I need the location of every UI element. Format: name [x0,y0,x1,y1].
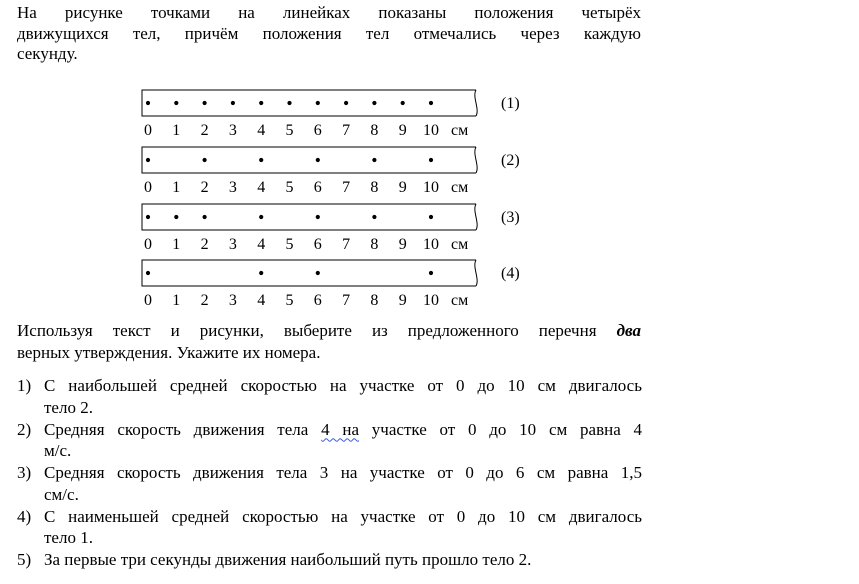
tick-label: 7 [342,292,351,309]
option-number: 3) [17,463,32,482]
position-dot [174,101,178,105]
tick-label: 5 [285,236,294,253]
position-dot [174,215,178,219]
option-2 [17,419,642,462]
tick-label: 1 [172,292,181,309]
position-dot [429,215,433,219]
tick-label: 8 [370,122,379,139]
option-3 [17,462,642,505]
option-text [44,506,642,549]
position-dot [146,158,150,162]
tick-label: 7 [342,236,351,253]
option-line-part: участке от 0 до 10 см равна 4 [371,419,643,439]
tick-label: 1 [172,236,181,253]
tick-label: 3 [228,236,237,253]
tick-label: 8 [370,292,379,309]
tick-label: 9 [398,236,407,253]
tick-label: 3 [228,122,237,139]
question-line-1 [17,320,641,342]
ruler-number-label: (3) [501,209,520,226]
ruler-break-edge [475,204,477,230]
position-dot [259,158,263,162]
option-line: тело 1. [44,528,93,547]
intro-line: движущихся тел, причём положения тел отмечались через каждую [17,23,641,43]
position-dot [203,158,207,162]
tick-label: 6 [313,179,322,196]
question-line-1-text: Используя текст и рисунки, выберите из предложенного перечня [17,321,597,340]
option-number: 2) [17,419,32,439]
tick-label: 3 [228,292,237,309]
ruler-number-label: (2) [501,152,520,169]
options-list [17,375,642,571]
tick-label: 6 [313,236,322,253]
tick-label: 6 [313,122,322,139]
position-dot [146,101,150,105]
position-dot [316,158,320,162]
option-4 [17,506,642,549]
position-dot [146,215,150,219]
option-text [44,549,642,571]
option-text [44,375,642,418]
position-dot [344,101,348,105]
tick-label: 4 [257,236,266,253]
tick-label: 2 [200,292,209,309]
tick-label: 4 [257,292,266,309]
tick-label: 10 [423,122,439,139]
ruler-body [142,147,476,173]
position-dot [259,271,263,275]
spellcheck-underlined-text: 4 на [321,419,360,439]
tick-label: 6 [313,292,322,309]
option-line: см/с. [44,484,79,504]
unit-label: см [451,236,469,253]
option-number: 5) [17,550,32,569]
tick-label: 5 [285,122,294,139]
tick-label: 0 [144,122,152,139]
position-dot [203,215,207,219]
tick-label: 9 [398,122,407,139]
position-dot [401,101,405,105]
tick-label: 10 [423,179,439,196]
position-dot [429,101,433,105]
unit-label: см [451,292,469,309]
tick-label: 1 [172,122,181,139]
tick-label: 9 [398,292,407,309]
position-dot [429,271,433,275]
ruler-body [142,260,476,286]
ruler-number-label: (1) [501,95,520,112]
question-text [17,320,641,364]
tick-label: 1 [172,179,181,196]
option-text [44,462,642,505]
question-line-2: верных утверждения. Укажите их номера. [17,343,321,362]
option-line: За первые три секунды движения наибольший путь прошло тело 2. [44,550,532,569]
tick-label: 5 [285,179,294,196]
tick-label: 2 [200,122,209,139]
position-dot [259,101,263,105]
ruler-number-label: (4) [501,265,520,282]
position-dot [372,215,376,219]
ruler-break-edge [475,90,477,116]
option-5 [17,549,642,571]
tick-label: 10 [423,292,439,309]
position-dot [372,158,376,162]
ruler-break-edge [475,260,477,286]
unit-label: см [451,122,469,139]
option-line: С наибольшей средней скоростью на участке от 0 до 10 см двигалось [44,376,642,395]
position-dot [316,215,320,219]
tick-label: 0 [144,236,152,253]
option-line: тело 2. [44,397,93,417]
tick-label: 8 [370,236,379,253]
option-1 [17,375,642,418]
option-text [44,419,642,462]
option-line [44,419,642,441]
position-dot [231,101,235,105]
question-emphasis: два [616,321,642,340]
tick-label: 5 [285,292,294,309]
ruler-break-edge [475,147,477,173]
tick-label: 7 [342,122,351,139]
intro-line: секунду. [17,44,78,63]
option-line-part: Средняя скорость движения тела [44,419,309,439]
tick-label: 9 [398,179,407,196]
tick-label: 7 [342,179,351,196]
tick-label: 8 [370,179,379,196]
intro-line: На рисунке точками на линейках показаны положения четырёх [17,3,641,22]
tick-label: 2 [200,179,209,196]
tick-label: 3 [228,179,237,196]
unit-label: см [451,179,469,196]
option-number: 4) [17,506,32,526]
tick-label: 0 [144,292,152,309]
position-dot [146,271,150,275]
tick-label: 0 [144,179,152,196]
ruler-body [142,90,476,116]
tick-label: 2 [200,236,209,253]
ruler-body [142,204,476,230]
position-dot [287,101,291,105]
position-dot [316,271,320,275]
position-dot [259,215,263,219]
option-line: С наименьшей средней скоростью на участке от 0 до 10 см двигалось [44,506,642,526]
position-dot [429,158,433,162]
position-dot [203,101,207,105]
tick-label: 4 [257,179,266,196]
option-line: м/с. [44,441,72,460]
option-number: 1) [17,376,32,395]
tick-label: 10 [423,236,439,253]
tick-label: 4 [257,122,266,139]
position-dot [316,101,320,105]
option-line: Средняя скорость движения тела 3 на участке от 0 до 6 см равна 1,5 [44,463,642,482]
position-dot [372,101,376,105]
